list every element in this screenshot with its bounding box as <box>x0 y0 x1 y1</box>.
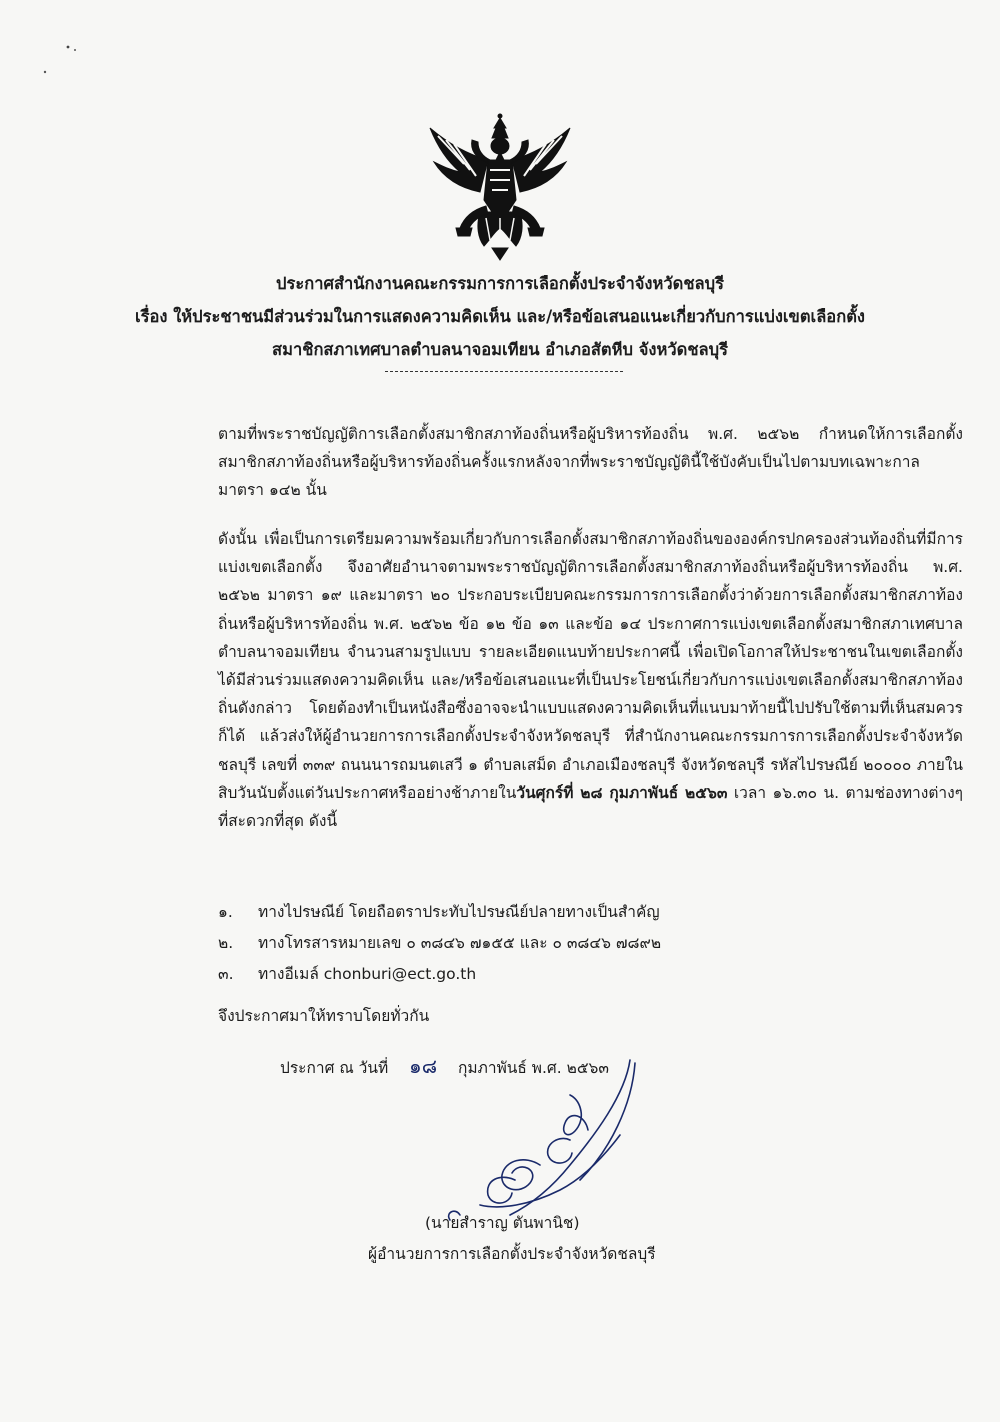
announcement-title: ประกาศสำนักงานคณะกรรมการการเลือกตั้งประจำจังหวัดชลบุรี <box>276 274 724 293</box>
garuda-emblem-icon <box>420 100 580 265</box>
date-suffix: กุมภาพันธ์ พ.ศ. ๒๕๖๓ <box>458 1059 609 1077</box>
list-item-number: ๓. <box>218 965 234 983</box>
closing-statement: จึงประกาศมาให้ทราบโดยทั่วกัน <box>218 1007 430 1025</box>
list-item-number: ๑. <box>218 903 233 921</box>
list-item <box>218 898 660 926</box>
paragraph-2 <box>145 525 963 835</box>
header-divider <box>385 371 623 372</box>
signatory-title: ผู้อำนวยการการเลือกตั้งประจำจังหวัดชลบุรี <box>368 1245 656 1263</box>
list-item-text: ทางอีเมล์ chonburi@ect.go.th <box>258 965 477 983</box>
list-item-text: ทางโทรสารหมายเลข ๐ ๓๘๔๖ ๗๑๕๕ และ ๐ ๓๘๔๖ ๗๘๙๒ <box>258 934 662 952</box>
list-item-text: ทางไปรษณีย์ โดยถือตราประทับไปรษณีย์ปลายทางเป็นสำคัญ <box>258 903 660 921</box>
scan-specks <box>0 0 120 90</box>
paragraph-2-tail: เวลา ๑๖.๓๐ น. ตามช่องทางต่างๆ ที่สะดวกที่สุด ดังนี้ <box>218 783 963 831</box>
list-item <box>218 960 476 988</box>
announcement-location: สมาชิกสภาเทศบาลตำบลนาจอมเทียน อำเภอสัตหีบ จังหวัดชลบุรี <box>272 340 728 359</box>
list-item-number: ๒. <box>218 934 234 952</box>
date-prefix: ประกาศ ณ วันที่ <box>280 1059 389 1077</box>
paragraph-2-text: ดังนั้น เพื่อเป็นการเตรียมความพร้อมเกี่ยวกับการเลือกตั้งสมาชิกสภาท้องถิ่นขององค์กรปกครองส่วนท้องถิ่นที่มีการแบ่งเขตเลือกตั้ง จึงอาศัยอำนาจตามพระราชบัญญัติการเลือกตั้งสมาชิกสภาท้องถิ่นหรือผู้บริหารท้องถิ่น พ.ศ. ๒๕๖๒ มาตรา ๑๙ และมาตรา ๒๐ ประกอบระเบียบคณะกรรมการการเลือกตั้งว่าด้วยการเลือกตั้งสมาชิกสภาท้องถิ่นหรือผู้บริหารท้องถิ่น พ.ศ. ๒๕๖๒ ข้อ ๑๒ ข้อ ๑๓ และข้อ ๑๔ ประกาศการแบ่งเขตเลือกตั้งสมาชิกสภาเทศบาลตำบลนาจอมเทียน จำนวนสามรูปแบบ รายละเอียดแนบท้ายประกาศนี้ เพื่อเปิดโอกาสให้ประชาชนในเขตเลือกตั้งได้มีส่วนร่วมแสดงความคิดเห็น และ/หรือข้อเสนอแนะที่เป็นประโยชน์เกี่ยวกับการแบ่งเขตเลือกตั้งสมาชิกสภาท้องถิ่นดังกล่าว โดยต้องทำเป็นหนังสือซึ่งอาจจะนำแบบแสดงความคิดเห็นที่แนบมาท้ายนี้ไปปรับใช้ตามที่เห็นสมควรก็ได้ แล้วส่งให้ผู้อำนวยการการเลือกตั้งประจำจังหวัดชลบุรี ที่สำนักงานคณะกรรมการการเลือกตั้งประจำจังหวัดชลบุรี เลขที่ ๓๓๙ ถนนนารถมนตเสวี ๑ ตำบลเสม็ด อำเภอเมืองชลบุรี จังหวัดชลบุรี รหัสไปรษณีย์ ๒๐๐๐๐ ภายในสิบวันนับตั้งแต่วันประกาศหรืออย่างช้าภายใน <box>218 530 963 802</box>
list-item <box>218 929 661 957</box>
deadline-date: วันศุกร์ที่ ๒๘ กุมภาพันธ์ ๒๕๖๓ <box>516 783 728 802</box>
paragraph-1: ตามที่พระราชบัญญัติการเลือกตั้งสมาชิกสภาท้องถิ่นหรือผู้บริหารท้องถิ่น พ.ศ. ๒๕๖๒ กำหนดให้การเลือกตั้งสมาชิกสภาท้องถิ่นหรือผู้บริหารท้องถิ่นครั้งแรกหลังจากที่พระราชบัญญัตินี้ใช้บังคับเป็นไปตามบทเฉพาะกาลมาตรา ๑๔๒ นั้น <box>218 425 963 500</box>
handwritten-day: ๑๘ <box>409 1054 438 1078</box>
signatory-name: (นายสำราญ ตันพานิช) <box>425 1214 580 1232</box>
announcement-subject: เรื่อง ให้ประชาชนมีส่วนร่วมในการแสดงความคิดเห็น และ/หรือข้อเสนอแนะเกี่ยวกับการแบ่งเขตเลือกตั้ง <box>135 307 865 326</box>
